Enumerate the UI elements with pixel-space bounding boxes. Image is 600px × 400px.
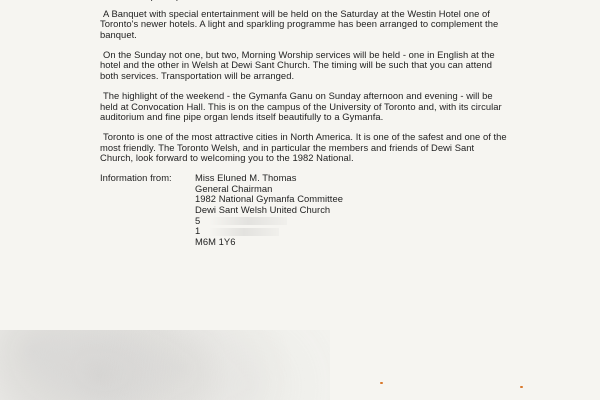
scan-smudge [0,330,330,400]
orange-mark-2 [520,386,523,388]
contact-name: Miss Eluned M. Thomas [195,172,297,184]
banquet-paragraph: A Banquet with special entertainment will be held on the Saturday at the Westin Hotel one of Toronto's newer hotels. A light and sparkling programme has been arranged to complement the banquet. [100,7,499,40]
information-lines [195,173,343,247]
intro-line [100,0,510,2]
letter-body [100,0,510,247]
gymanfa-paragraph: The highlight of the weekend - the Gymanfa Ganu on Sunday afternoon and evening - will be held at Convocation Hall. This is on the campus of the University of Toronto and, with its circular auditorium and fine pipe organ lends itself beautifully to a Gymanfa. [100,89,502,123]
orange-mark-1 [380,382,383,384]
information-block [100,173,510,247]
committee-name: 1982 National Gymanfa Committee [195,193,343,205]
redacted-address-1 [209,217,287,225]
toronto-paragraph: Toronto is one of the most attractive cities in North America. It is one of the safest and one of the most friendly. The Toronto Welsh, and in particular the members and friends of Dewi Sant Church, look forward to welcoming you to the 1982 National. [100,131,507,164]
church-name: Dewi Sant Welsh United Church [195,204,331,216]
contact-title: General Chairman [195,182,273,194]
redacted-address-2 [209,228,279,236]
worship-paragraph: On the Sunday not one, but two, Morning Worship services will be held - one in English at the hotel and the other in Welsh at Dewi Sant Church. The timing will be such that you can attend both services. Transportation will be arranged. [100,48,495,81]
address-line-2-start: 1 [195,225,201,237]
address-line-1-start: 5 [195,214,201,226]
information-label: Information from: [100,172,172,184]
postal-code: M6M 1Y6 [195,235,236,247]
address-line-1 [195,216,343,227]
